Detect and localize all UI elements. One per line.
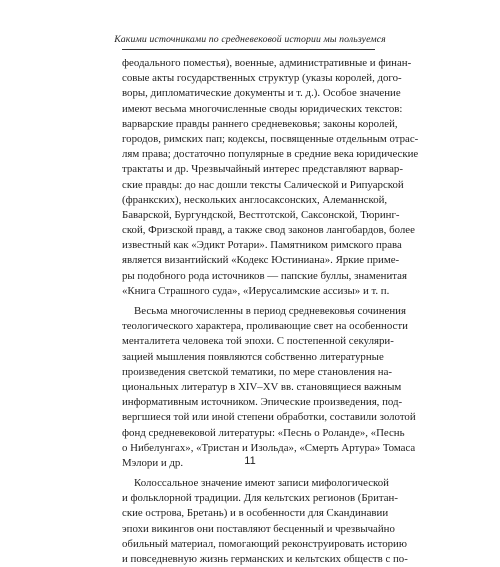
paragraph-2 <box>122 304 416 471</box>
text-line: Баварской, Бургундской, Вестготской, Саксонской, Тюринг- <box>122 208 400 221</box>
text-line: Мэлори и др. <box>122 456 184 469</box>
paragraph-3 <box>122 476 408 567</box>
text-line: обильный материал, помогающий реконструировать историю <box>122 537 407 550</box>
text-line: ские острова, Бретань) и в особенности для Скандинавии <box>122 507 389 520</box>
text-line: циональных литератур в XIV–XV вв. становящиеся важным <box>122 380 402 393</box>
text-line: ской, Фризской правд, а также свод законов лангобардов, более <box>122 224 415 237</box>
text-line: феодального поместья), военные, административные и финан- <box>122 57 412 69</box>
text-line: зацией мышления появляются собственно литературные <box>122 350 384 363</box>
text-line: произведения светской тематики, по мере становления на- <box>122 365 393 378</box>
body-text <box>122 56 419 567</box>
text-line: фонд средневековой литературы: «Песнь о Роланде», «Песнь <box>122 426 405 439</box>
text-line: эпохи викингов они поставляют бесценный и чрезвычайно <box>122 522 395 535</box>
text-line: и повседневную жизнь германских и кельтских обществ с по- <box>122 553 408 565</box>
running-header: Какими источниками по средневековой истории мы пользуемся <box>114 34 386 45</box>
text-line: информативным источником. Эпические произведения, под- <box>122 396 403 409</box>
text-line: о Нибелунгах», «Тристан и Изольда», «Смерть Артура» Томаса <box>122 441 416 454</box>
text-line: теологического характера, проливающие свет на особенности <box>122 320 408 333</box>
text-line: Весьма многочисленны в период средневековья сочинения <box>134 305 406 317</box>
text-line: воры, дипломатические документы и т. д.). Особое значение <box>122 87 401 100</box>
text-line: вергшиеся той или иной степени обработки, составили золотой <box>122 411 416 424</box>
text-line: варварские правды раннего средневековья; законы королей, <box>122 117 398 130</box>
text-line: Колоссальное значение имеют записи мифологической <box>134 477 389 490</box>
text-line: «Книга Страшного суда», «Иерусалимские ассизы» и т. п. <box>122 284 390 297</box>
text-line: совые акты государственных структур (указы королей, дого- <box>122 72 402 85</box>
text-line: (франкских), нескольких англосаксонских, Алеманнской, <box>122 193 388 206</box>
text-line: ры подобного рода источников — папские буллы, знаменитая <box>122 269 407 282</box>
header-rule <box>122 49 375 50</box>
text-line: трактаты и др. Чрезвычайный интерес представляют варвар- <box>122 163 403 176</box>
text-line: менталитета человека той эпохи. С постепенной секуляри- <box>122 335 394 348</box>
paragraph-1 <box>122 56 419 299</box>
text-line: ские правды: до нас дошли тексты Салической и Рипуарской <box>122 178 404 191</box>
text-line: имеют весьма многочисленные своды юридических текстов: <box>122 102 403 115</box>
text-line: является византийский «Кодекс Юстиниана». Яркие приме- <box>122 254 400 267</box>
text-line: городов, римских пап; кодексы, посвященные отдельным отрас- <box>122 132 419 145</box>
text-line: лям права; достаточно популярные в средние века юридические <box>122 148 419 161</box>
page-number: 11 <box>244 455 256 467</box>
text-line: и фольклорной традиции. Для кельтских регионов (Британ- <box>122 492 398 505</box>
text-line: известный как «Эдикт Ротари». Памятником римского права <box>122 239 402 252</box>
